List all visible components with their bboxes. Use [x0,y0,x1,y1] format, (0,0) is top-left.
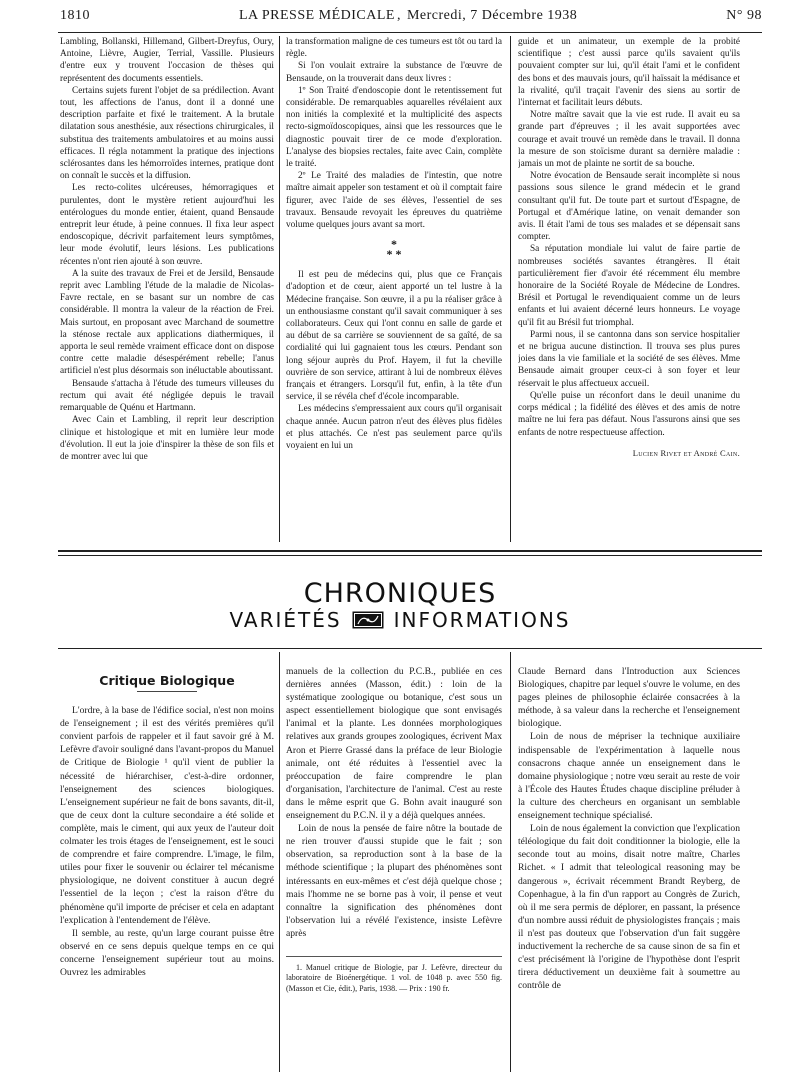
issue-number: N° 98 [726,8,762,23]
journal-title: LA PRESSE MÉDICALE [238,8,395,23]
decorative-emblem-icon [352,611,384,629]
varietes-informations-heading [0,608,800,632]
paragraph: Notre maître savait que la vie est rude. Il avait eu sa grande part d'épreuves ; il les avait supportées avec courage et avait trouvé un remède dans le travail. Il donna la mesure de son stoïcisme durant sa dernière maladie : jamais un mot de plainte ne sortit de sa bouche. [518,110,740,170]
journal-masthead: LA PRESSE MÉDICALE , Mercredi, 7 Décembre 1938 [238,8,578,23]
paragraph: Notre évocation de Bensaude serait incomplète si nous passions sous silence le grand médecin et le grand consultant qu'il fut. De toute part et surtout d'Espagne, de Portugal et d'Amérique latine, on venait demander son avis. Il était l'ami de tous ses malades et se dépensait sans compter. [518,171,740,243]
critique-column-2 [286,665,502,1072]
paragraph: A la suite des travaux de Frei et de Jersild, Bensaude reprit avec Lambling l'étude de la maladie de Nicolas-Favre rectale, en se basant sur un nombre de cas considérable. Il montra la valeur de la réaction de Frei. Mais surtout, en proposant avec Marchand de soumettre la sténose rectale aux applications diathermiques, il apporta le seul remède vraiment efficace dont on dispose contre cette maladie désespérément rebelle; l'anus artificiel n'est plus désormais son inéluctable aboutissant. [60,268,274,377]
paragraph: Bensaude s'attacha à l'étude des tumeurs villeuses du rectum qui avait été négligée depuis le travail remarquable de Quénu et Hartmann. [60,378,274,414]
paragraph: Les médecins s'empressaient aux cours qu'il organisait chaque année. Aucun patron n'eut des élèves plus fidèles et plus attachés. Ce n'est pas seulement parce qu'ils voyaient en lui un [286,404,502,452]
author-signature: Lucien Rivet et André Cain. [632,447,740,458]
footnote: 1. Manuel critique de Biologie, par J. Lefèvre, directeur du laboratoire de Bioénergétique. 1 vol. de 1048 p. avec 550 fig. (Masson et Cie, édit.), Paris, 1938. — Prix : 190 fr. [286,956,502,994]
column-divider [279,652,280,1072]
paragraph: guide et un animateur, un exemple de la probité scientifique ; c'est aussi parce qu'ils savaient qu'ils pouvaient compter sur lui, qu'il était l'ami et le confident des bons et des mauvais jours, qu'il haïssait la médisance et la rivalité, qu'il traçait l'avenir des siens au sortir de l'internat et facilitait leurs débuts. [518,37,740,109]
paragraph: la transformation maligne de ces tumeurs est tôt ou tard la règle. [286,37,502,60]
issue-date: Mercredi, 7 Décembre 1938 [406,8,578,23]
paragraph: Lambling, Bollanski, Hillemand, Gilbert-Dreyfus, Oury, Antoine, Lièvre, Augier, Terrial, Vassille. Plusieurs d'entre eux y trouvent l'occasion de thèses qui représentent des documents essentiels. [60,37,274,84]
title-underline [137,691,197,692]
paragraph: Loin de nous de mépriser la technique auxiliaire indispensable de l'expérimentation à laquelle nous consacrons chaque année un enseignement dans le domaine physiologique ; notre vœu serait au reste de voir à l'École des Hautes Études chaque discipline préluder à la culture des chercheurs en organisant un semblable enseignement technique spécialisé. [518,731,740,822]
section-rule-thin [58,555,762,556]
column-divider [279,36,280,542]
obituary-column-1 [60,36,274,542]
paragraph: Certains sujets furent l'objet de sa prédilection. Avant tout, les affections de l'anus, dont il a donné une description parfaite et fixé le traitement. A la brutale dilatation sous anesthésie, aux résections chirurgicales, il substitua des traitements ambulatoires et au moins aussi efficaces. Il régla notamment la pratique des injections sclérosantes dans les hémorroïdes internes, pratique dont on connaît le succès et la diffusion. [60,85,274,182]
paragraph: Si l'on voulait extraire la substance de l'œuvre de Bensaude, on la trouverait dans deux livres : [286,61,502,84]
page-header [60,8,762,30]
paragraph: Loin de nous la pensée de faire nôtre la boutade de ne rien trouver d'aussi stupide que le fait ; son observation, sa reproduction sont à la base de la méthode scientifique ; la plupart des phénomènes sont intéressants en eux-mêmes et c'est déjà quelque chose ; mais l'homme ne se borne pas à voir, il pense et veut connaître la signification des phénomènes dont l'observation lui a révélé l'existence, insiste Lefèvre après [286,823,502,939]
obituary-column-2 [286,36,502,542]
paragraph: Claude Bernard dans l'Introduction aux Sciences Biologiques, chapitre par lequel s'ouvre le volume, en des pages pleines de philosophie éclairée consacrées à la méthode, à sa valeur dans la recherche et l'enseignement biologique. [518,666,740,730]
varietes-label: VARIÉTÉS [229,608,342,632]
paragraph: Avec Cain et Lambling, il reprit leur description clinique et histologique et mit en lumière leur mode d'évolution. Il eut la joie d'inspirer la thèse de son fils et de montrer avec lui que [60,415,274,462]
section-rule-thick [58,550,762,552]
paragraph: Loin de nous également la conviction que l'explication téléologique du fait doit conditionner la biologie, elle la seconde tout au moins, disait notre maître, Charles Richet. « I admit that teleological reasoning may be dangerous », écrivait récemment Brandt Reyberg, de Copenhague, à la fin d'un rapport au Congrès de Zurich, où il me sera permis de déplorer, en passant, la présence d'un nombre aussi réduit de physiologistes français ; mais il n'est pas douteux que l'observation d'un fait suggère inductivement la recherche de sa cause sinon de sa fin et c'est précisément là l'origine de l'hypothèse dont l'esprit tirera déductivement un deuxième fait à soumettre au contrôle de [518,823,740,992]
page-number: 1810 [60,8,90,23]
critique-column-1 [60,652,274,1072]
obituary-column-3 [518,36,740,542]
paragraph: 1º Son Traité d'endoscopie dont le retentissement fut considérable. De remarquables aquarelles révélaient aux non initiés la complexité et la multiplicité des aspects recto-sigmoïdoscopiques, ainsi que les ressources que le diagnostic pouvait tirer de ce mode d'exploration. L'analyse des biopsies rectales, faite avec Cain, complète le traité. [286,85,502,170]
header-rule [58,32,762,33]
informations-label: INFORMATIONS [393,608,571,632]
section-title: Critique Biologique [99,673,235,688]
paragraph: Qu'elle puise un réconfort dans le deuil unanime du corps médical ; la fidélité des élèves et des amis de notre maître ne lui fera pas défaut. Nous l'assurons ainsi que ses enfants de notre respectueuse affection. [518,390,740,438]
column-divider [510,36,511,542]
chroniques-heading: CHRONIQUES [303,578,497,609]
paragraph: Il est peu de médecins qui, plus que ce Français d'adoption et de cœur, aient apporté un tel lustre à la Médecine française. Son œuvre, il a pu la réaliser grâce à un enthousiasme constant qu'il savait communiquer à ses collaborateurs. Ceux qui l'ont connu en salle de garde et au début de sa carrière se souviennent de sa gaîté, de sa cordialité qui lui gagnaient tous les cœurs. Pendant son long séjour auprès du Prof. Hayem, il fut la cheville ouvrière de son service, attirant à lui de nombreux élèves français et étrangers. Lorsqu'il fut, enfin, à la tête d'un service, il se révéla chef d'école incomparable. [286,270,502,403]
paragraph: 2º Le Traité des maladies de l'intestin, que notre maître aimait appeler son testament et où il comptait faire figurer, avec l'aide de ses élèves, l'essentiel de ses travaux. Bensaude revoyait les épreuves du quatrième volume quelques jours avant sa mort. [286,171,502,231]
paragraph: L'ordre, à la base de l'édifice social, n'est non moins de l'enseignement ; il est des vérités premières qu'il convient parfois de rappeler et il faut savoir gré à M. Lefèvre d'avoir souligné dans l'avant-propos du Manuel de Critique de Biologie ¹ qu'il vient de publier la nécessité de hiérarchiser, c'est-à-dire ordonner, l'enseignement des sciences biologiques. L'enseignement supérieur ne fait de bons savants, dit-il, que de ceux dont la culture secondaire a été solide et complète, mais le ciment, qui aux yeux de l'auteur doit colmater les trois étages de l'enseignement, est le souci de comprendre et faire comprendre. L'image, le film, utiles pour fixer le souvenir ou éclairer tel mécanisme physiologique, ne doivent constituer à aucun degré l'essentiel de la leçon ; c'est la raison d'être du phénomène qu'il importe de préciser et cela en adaptant l'explication à l'entendement de l'élève. [60,705,274,926]
paragraph: Il semble, au reste, qu'un large courant puisse être observé en ce sens depuis quelque temps en ce qui concerne l'enseignement supérieur tout au moins. Ouvrez les admirables [60,927,274,978]
column-divider [510,652,511,1072]
paragraph: manuels de la collection du P.C.B., publiée en ces dernières années (Masson, édit.) : loin de la systématique zoologique ou botanique, c'est sous un aspect essentiellement biologique que sont envisagés l'animal et la plante. Les données morphologiques relatives aux grands groupes zoologiques, écrivent Max Aron et Pierre Grassé dans la préface de leur Biologie animale, ont été réduites à l'essentiel avec la préoccupation de faire comprendre le plan d'organisation, l'architecture de l'animal. C'est au reste dans le même esprit que G. Bohn avait inauguré son enseignement du P.C.N. il y a déjà quelques années. [286,666,502,822]
banner-bottom-rule [58,648,762,649]
paragraph: Parmi nous, il se cantonna dans son service hospitalier et ne brigua aucune distinction. Il trouva ses plus pures joies dans la vie familiale et la société de ses élèves. Mme Bensaude aimait grouper ceux-ci à son foyer et leur réservait le plus affectueux accueil. [518,329,740,389]
section-separator-stars: * * * [386,237,402,262]
critique-column-3 [518,665,740,1072]
paragraph: Les recto-colites ulcéreuses, hémorragiques et purulentes, dont le mystère retient aujourd'hui les entérologues du monde entier, étaient, quand Bensaude entreprit leur étude, à peine connues. Il fixa leur aspect endoscopique, décrivit parfaitement leurs symptômes, leur mode évolutif, leurs lésions. Les publications récentes n'ont rien ajouté à son œuvre. [60,183,274,267]
paragraph: Sa réputation mondiale lui valut de faire partie de nombreuses sociétés savantes étrangères. Il était particulièrement fier d'avoir été récemment élu membre honoraire de la Société Royale de Médecine de Londres. Brésil et Portugal le revendiquaient comme un de leurs enfants et lui avaient décerné leurs honneurs. Le voyage qu'il fit au Brésil fut triomphal. [518,244,740,328]
